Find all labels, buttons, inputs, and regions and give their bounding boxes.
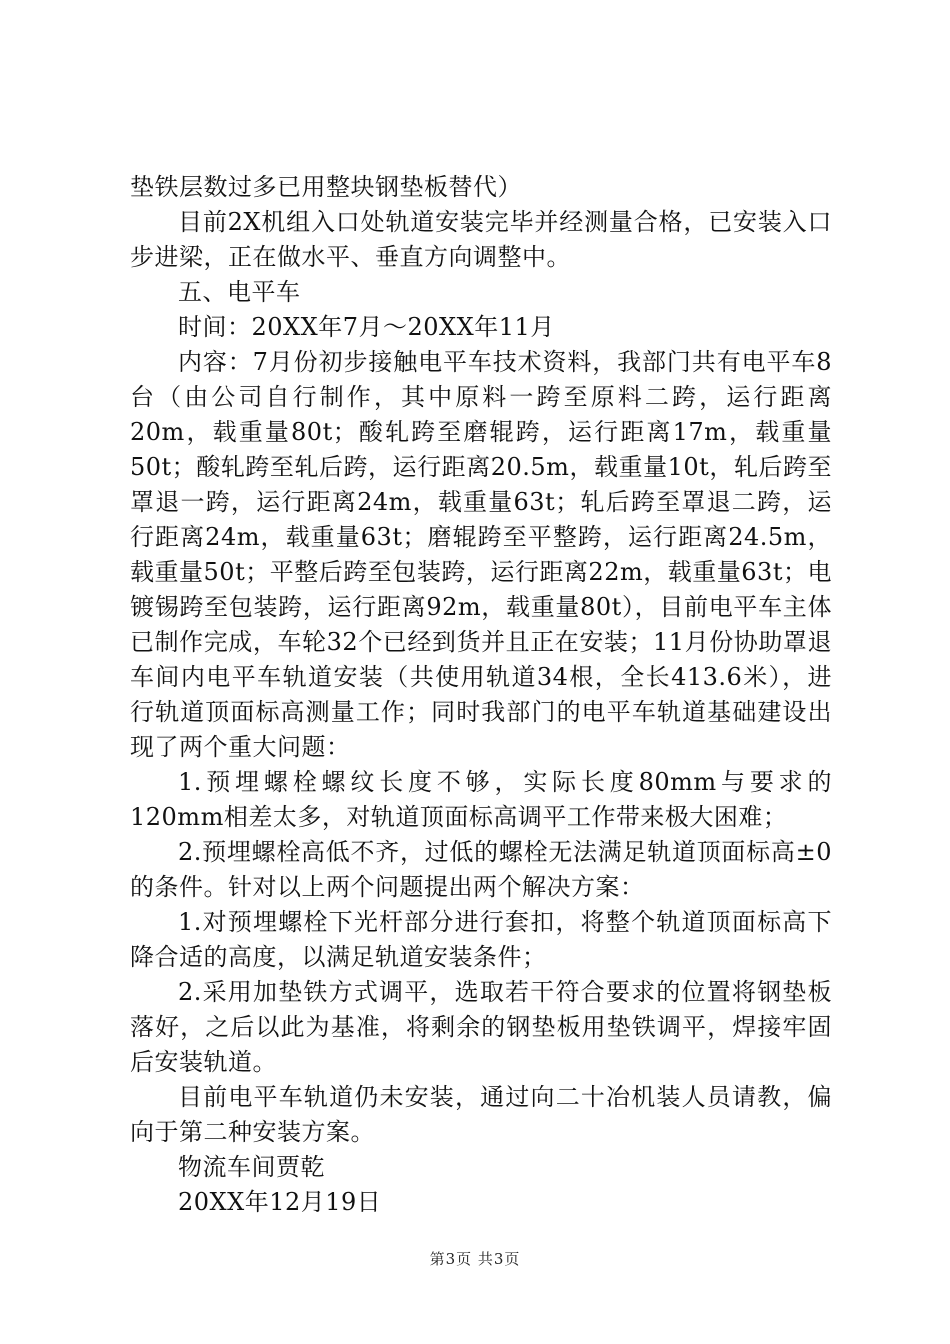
- problem-item-1: 1.预埋螺栓螺纹长度不够，实际长度80mm与要求的120mm相差太多，对轨道顶面标高调平工作带来极大困难；: [130, 768, 832, 831]
- page-footer: [0, 1248, 950, 1269]
- page-number-label: 第3页 共3页: [429, 1250, 521, 1268]
- paragraph-continuation: 垫铁层数过多已用整块钢垫板替代）: [130, 173, 522, 201]
- paragraph-2x-unit-status: 目前2X机组入口处轨道安装完毕并经测量合格，已安装入口步进梁，正在做水平、垂直方向调整中。: [130, 208, 832, 271]
- solution-item-1: 1.对预埋螺栓下光杆部分进行套扣，将整个轨道顶面标高下降合适的高度，以满足轨道安装条件；: [130, 908, 832, 971]
- paragraph-time: 时间：20XX年7月～20XX年11月: [178, 313, 555, 341]
- paragraph-current-status: 目前电平车轨道仍未安装，通过向二十冶机装人员请教，偏向于第二种安装方案。: [130, 1083, 832, 1146]
- section-heading-flat-car: 五、电平车: [178, 278, 301, 306]
- document-body: [130, 170, 832, 1220]
- signature-author: 物流车间贾乾: [178, 1153, 325, 1181]
- paragraph-content: 内容：7月份初步接触电平车技术资料，我部门共有电平车8台（由公司自行制作，其中原料一跨至原料二跨，运行距离20m，载重量80t；酸轧跨至磨辊跨，运行距离17m，载重量50t；酸轧跨至轧后跨，运行距离20.5m，载重量10t，轧后跨至罩退一跨，运行距离24m，载重量63t；轧后跨至罩退二跨，运行距离24m，载重量63t；磨辊跨至平整跨，运行距离24.5m，载重量50t；平整后跨至包装跨，运行距离22m，载重量63t；电镀锡跨至包装跨，运行距离92m，载重量80t），目前电平车主体已制作完成，车轮32个已经到货并且正在安装；11月份协助罩退车间内电平车轨道安装（共使用轨道34根，全长413.6米），进行轨道顶面标高测量工作；同时我部门的电平车轨道基础建设出现了两个重大问题：: [130, 348, 832, 761]
- signature-date: 20XX年12月19日: [178, 1188, 382, 1216]
- solution-item-2: 2.采用加垫铁方式调平，选取若干符合要求的位置将钢垫板落好，之后以此为基准，将剩余的钢垫板用垫铁调平，焊接牢固后安装轨道。: [130, 978, 832, 1076]
- problem-item-2: 2.预埋螺栓高低不齐，过低的螺栓无法满足轨道顶面标高±0的条件。针对以上两个问题提出两个解决方案：: [130, 838, 832, 901]
